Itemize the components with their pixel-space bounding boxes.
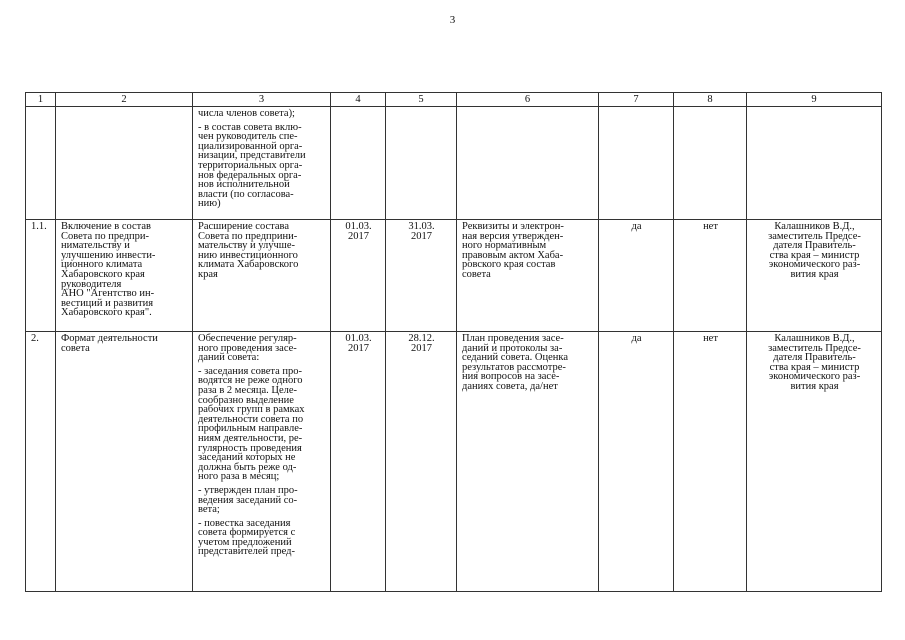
column-header-3: 3	[193, 93, 331, 107]
table-cell-end-date	[386, 107, 457, 220]
text-line: 2017	[348, 342, 369, 354]
text-line: дателя Правитель-	[773, 352, 856, 364]
text-line: ного проведения засе-	[198, 342, 297, 354]
text-line: ниям деятельности, ре-	[198, 432, 303, 444]
text-line: ства края – министр	[769, 361, 860, 373]
column-header-8: 8	[674, 93, 747, 107]
text-line: нов федеральных орга-	[198, 169, 302, 181]
text-line: 01.03.	[345, 333, 372, 344]
table-row	[26, 107, 882, 220]
text-line: седаний совета. Оценка	[462, 352, 568, 364]
table-cell-end-date	[386, 332, 457, 592]
text-line: низации, представители	[198, 150, 306, 162]
table-row	[26, 220, 882, 332]
text-line: мательству и улучше-	[198, 240, 296, 252]
plan-table	[25, 92, 882, 592]
table-cell-start-date	[331, 220, 386, 332]
column-header-5: 5	[386, 93, 457, 107]
text-line: Обеспечение регуляр-	[198, 333, 297, 344]
text-line: заместитель Предсе-	[768, 230, 861, 242]
text-line: 31.03.	[408, 221, 435, 232]
text-line: заседаний которых не	[198, 452, 296, 464]
text-line: Совета по предпри-	[61, 230, 150, 242]
text-line: даниях совета, да/нет	[462, 380, 558, 392]
table-cell-row-number	[26, 220, 56, 332]
text-line: совета формируется с	[198, 527, 296, 539]
text-line: АНО "Агентство ин-	[61, 288, 155, 300]
table-cell-row-number	[26, 332, 56, 592]
text-line: совета	[61, 342, 90, 354]
text-line: ния вопросов на засе-	[462, 371, 560, 383]
text-line: 01.03.	[345, 221, 372, 232]
text-line: сообразно выделение	[198, 394, 294, 406]
table-cell-responsible-person	[747, 332, 882, 592]
table-cell-row-number	[26, 107, 56, 220]
content-paragraph	[198, 519, 326, 557]
table-cell-responsible-person	[747, 107, 882, 220]
table-cell-col7-value	[599, 332, 674, 592]
text-line: улучшению инвести-	[61, 249, 156, 261]
text-line: водятся не реже одного	[198, 375, 303, 387]
text-line: 2017	[411, 230, 432, 242]
cell-value: да	[631, 333, 642, 344]
text-line: 28.12.	[408, 333, 435, 344]
text-line: - заседания совета про-	[198, 365, 303, 377]
text-line: нию инвестиционного	[198, 249, 298, 261]
text-line: ства края – министр	[769, 249, 860, 261]
text-line: вития края	[790, 268, 839, 280]
text-line: 2017	[411, 342, 432, 354]
table-cell-event-content	[193, 220, 331, 332]
table-cell-col8-value	[674, 107, 747, 220]
text-line: профильным направле-	[198, 423, 303, 435]
text-line: территориальных орга-	[198, 159, 303, 171]
column-header-6: 6	[457, 93, 599, 107]
text-line: даний и протоколы за-	[462, 342, 563, 354]
table-cell-result-indicator	[457, 332, 599, 592]
text-line: учетом предложений	[198, 536, 292, 548]
table-cell-start-date	[331, 332, 386, 592]
table-cell-col7-value	[599, 220, 674, 332]
text-line: нов исполнительной	[198, 179, 290, 191]
text-line: Расширение состава	[198, 221, 289, 232]
text-line: Реквизиты и электрон-	[462, 221, 564, 232]
text-line: рабочих групп в рамках	[198, 404, 305, 416]
table-cell-end-date	[386, 220, 457, 332]
cell-value: нет	[703, 333, 718, 344]
text-line: Хабаровского края	[61, 268, 145, 280]
text-line: вития края	[790, 380, 839, 392]
text-line: Формат деятельности	[61, 333, 158, 344]
text-line: гулярность проведения	[198, 442, 302, 454]
text-line: раза в 2 месяца. Целе-	[198, 384, 298, 396]
text-line: Калашников В.Д.,	[774, 333, 855, 344]
column-header-2: 2	[56, 93, 193, 107]
text-line: климата Хабаровского	[198, 259, 299, 271]
table-cell-col8-value	[674, 332, 747, 592]
column-header-1: 1	[26, 93, 56, 107]
content-paragraph	[198, 123, 326, 209]
cell-value: да	[631, 221, 642, 232]
table-cell-result-indicator	[457, 107, 599, 220]
text-line: - утвержден план про-	[198, 484, 298, 496]
text-line: циализированной орга-	[198, 140, 303, 152]
text-line: ровского края состав	[462, 259, 556, 271]
text-line: Калашников В.Д.,	[774, 221, 855, 232]
column-header-7: 7	[599, 93, 674, 107]
text-line: Хабаровского края".	[61, 307, 152, 319]
text-line: даний совета:	[198, 352, 260, 364]
text-line: План проведения засе-	[462, 333, 564, 344]
text-line: чен руководитель спе-	[198, 131, 298, 143]
table-cell-event-content	[193, 332, 331, 592]
header-row	[26, 93, 882, 107]
text-line: 2017	[348, 230, 369, 242]
content-paragraph	[198, 486, 326, 515]
text-line: нимательству и	[61, 240, 130, 252]
text-line: заместитель Предсе-	[768, 342, 861, 354]
text-line: ведения заседаний со-	[198, 494, 298, 506]
text-line: края	[198, 268, 218, 280]
text-line: - в состав совета вклю-	[198, 121, 302, 133]
text-line: правовым актом Хаба-	[462, 249, 564, 261]
table-cell-event-content	[193, 107, 331, 220]
table-row	[26, 332, 882, 592]
text-line: дателя Правитель-	[773, 240, 856, 252]
table-cell-col7-value	[599, 107, 674, 220]
text-line: вестиций и развития	[61, 297, 154, 309]
page-number: 3	[449, 14, 456, 26]
content-paragraph	[198, 367, 326, 482]
text-line: ного раза в месяц;	[198, 471, 280, 483]
table-cell-event-name	[56, 220, 193, 332]
content-paragraph	[198, 222, 326, 280]
text-line: числа членов совета);	[198, 108, 295, 119]
table-cell-result-indicator	[457, 220, 599, 332]
cell-value: 2.	[31, 333, 39, 344]
text-line: Включение в состав	[61, 221, 152, 232]
cell-value: нет	[703, 221, 718, 232]
table-cell-col8-value	[674, 220, 747, 332]
table-cell-event-name	[56, 107, 193, 220]
text-line: нию)	[198, 198, 221, 210]
text-line: руководителя	[61, 278, 122, 290]
text-line: ная версия утвержден-	[462, 230, 564, 242]
text-line: экономического раз-	[768, 259, 861, 271]
text-line: деятельности совета по	[198, 413, 304, 425]
table-cell-start-date	[331, 107, 386, 220]
text-line: должна быть реже од-	[198, 461, 297, 473]
column-header-9: 9	[747, 93, 882, 107]
text-line: результатов рассмотре-	[462, 361, 566, 373]
content-paragraph	[198, 334, 326, 363]
text-line: власти (по согласова-	[198, 188, 294, 200]
text-line: ционного климата	[61, 259, 143, 271]
text-line: представителей пред-	[198, 546, 295, 558]
text-line: экономического раз-	[768, 371, 861, 383]
table-cell-event-name	[56, 332, 193, 592]
column-header-4: 4	[331, 93, 386, 107]
text-line: вета;	[198, 504, 220, 516]
text-line: совета	[462, 268, 491, 280]
content-paragraph	[198, 109, 326, 119]
text-line: - повестка заседания	[198, 517, 291, 529]
cell-value: 1.1.	[31, 221, 47, 232]
text-line: Совета по предприни-	[198, 230, 298, 242]
text-line: ного нормативным	[462, 240, 547, 252]
table-cell-responsible-person	[747, 220, 882, 332]
